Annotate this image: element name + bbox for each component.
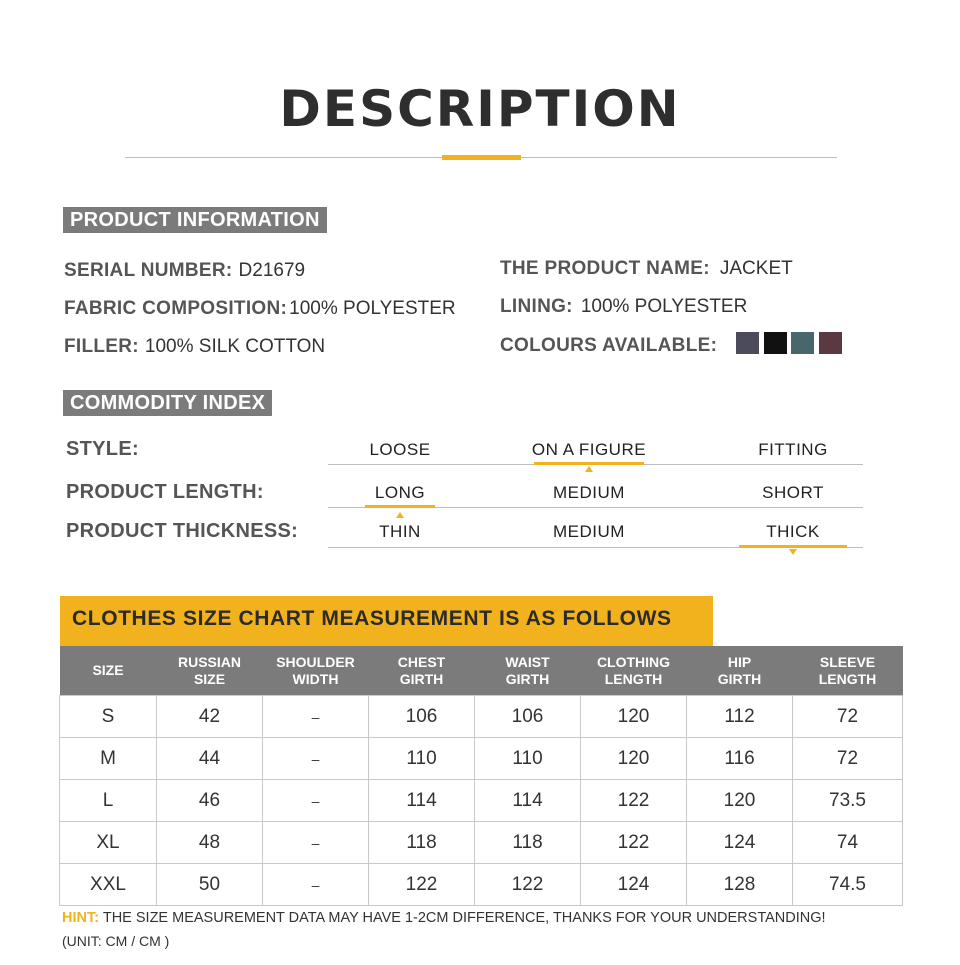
- fabric-composition-value: 100% POLYESTER: [289, 298, 456, 319]
- fabric-composition-label: FABRIC COMPOSITION:: [64, 298, 288, 319]
- measurement-cell: 120: [687, 780, 793, 822]
- size-chart-table: [59, 646, 903, 906]
- measurement-cell: 50: [157, 864, 263, 906]
- column-header-line: RUSSIAN: [177, 653, 241, 670]
- measurement-cell: 110: [369, 738, 475, 780]
- serial-number-row: [64, 260, 305, 282]
- column-header-line: GIRTH: [717, 670, 762, 687]
- selected-option-pointer-icon: [396, 512, 404, 518]
- size-chart-column-header: [369, 646, 475, 696]
- table-row: [60, 738, 903, 780]
- hint-note: [62, 910, 826, 926]
- colour-swatch: [736, 332, 759, 354]
- index-option: THIN: [379, 522, 421, 541]
- column-header-line: SHOULDER: [276, 653, 355, 670]
- colours-row: [500, 335, 717, 357]
- size-chart-column-header: [157, 646, 263, 696]
- measurement-cell: 73.5: [793, 780, 903, 822]
- size-chart-column-header: [475, 646, 581, 696]
- measurement-cell: 120: [581, 738, 687, 780]
- lining-label: LINING:: [500, 296, 573, 317]
- measurement-cell: 118: [369, 822, 475, 864]
- table-row: [60, 696, 903, 738]
- size-chart-column-header: [263, 646, 369, 696]
- fabric-composition-row: [64, 298, 456, 320]
- hint-label: HINT:: [62, 910, 100, 926]
- serial-number-value: D21679: [238, 260, 306, 281]
- selected-option-pointer-icon: [585, 466, 593, 472]
- size-cell: XXL: [60, 864, 157, 906]
- hint-text: THE SIZE MEASUREMENT DATA MAY HAVE 1-2CM DIFFERENCE, THANKS FOR YOUR UNDERSTANDING!: [102, 910, 826, 926]
- selected-option-pointer-icon: [789, 549, 797, 555]
- size-cell: XL: [60, 822, 157, 864]
- column-header-line: HIP: [727, 653, 752, 670]
- product-name-value: JACKET: [719, 258, 793, 279]
- colours-label: COLOURS AVAILABLE:: [500, 335, 718, 356]
- unit-note: (UNIT: CM / CM ): [62, 933, 170, 949]
- index-option: SHORT: [762, 483, 824, 502]
- index-option: LONG: [374, 483, 426, 502]
- selected-option-underline: [365, 505, 435, 508]
- measurement-cell: –: [263, 780, 369, 822]
- size-cell: S: [60, 696, 157, 738]
- table-row: [60, 864, 903, 906]
- index-row-label: STYLE:: [66, 438, 139, 460]
- page-title: DESCRIPTION: [279, 80, 681, 138]
- filler-row: [64, 336, 325, 358]
- product-information-tag: PRODUCT INFORMATION: [63, 207, 327, 233]
- measurement-cell: 122: [581, 780, 687, 822]
- column-header-line: SLEEVE: [819, 653, 876, 670]
- size-chart-column-header: [793, 646, 903, 696]
- measurement-cell: 112: [687, 696, 793, 738]
- measurement-cell: 106: [369, 696, 475, 738]
- lining-value: 100% POLYESTER: [580, 296, 748, 317]
- size-chart-banner: [60, 596, 713, 646]
- filler-value: 100% SILK COTTON: [144, 336, 326, 357]
- measurement-cell: 44: [157, 738, 263, 780]
- index-option: MEDIUM: [553, 522, 625, 541]
- colour-swatch: [819, 332, 842, 354]
- measurement-cell: –: [263, 864, 369, 906]
- measurement-cell: 124: [687, 822, 793, 864]
- measurement-cell: 120: [581, 696, 687, 738]
- measurement-cell: –: [263, 738, 369, 780]
- index-option: LOOSE: [369, 440, 431, 459]
- measurement-cell: 74.5: [793, 864, 903, 906]
- column-header-line: GIRTH: [505, 670, 550, 687]
- index-option: FITTING: [758, 440, 828, 459]
- measurement-cell: 110: [475, 738, 581, 780]
- size-chart-column-header: [581, 646, 687, 696]
- measurement-cell: –: [263, 822, 369, 864]
- index-option: MEDIUM: [553, 483, 625, 502]
- index-option: ON A FIGURE: [531, 440, 647, 459]
- commodity-index-tag: COMMODITY INDEX: [63, 390, 272, 416]
- product-name-label: THE PRODUCT NAME:: [500, 258, 710, 279]
- title-accent-bar: [442, 155, 521, 160]
- measurement-cell: 106: [475, 696, 581, 738]
- column-header-line: CLOTHING: [596, 653, 671, 670]
- measurement-cell: 128: [687, 864, 793, 906]
- serial-number-label: SERIAL NUMBER:: [64, 260, 233, 281]
- measurement-cell: 72: [793, 738, 903, 780]
- table-row: [60, 822, 903, 864]
- measurement-cell: 72: [793, 696, 903, 738]
- size-chart-column-header: [687, 646, 793, 696]
- column-header-line: GIRTH: [399, 670, 444, 687]
- size-cell: L: [60, 780, 157, 822]
- lining-row: [500, 296, 747, 318]
- product-name-row: [500, 258, 793, 280]
- measurement-cell: 42: [157, 696, 263, 738]
- measurement-cell: 122: [369, 864, 475, 906]
- size-chart-title: CLOTHES SIZE CHART MEASUREMENT IS AS FOLLOWS: [72, 607, 672, 630]
- measurement-cell: 74: [793, 822, 903, 864]
- measurement-cell: 114: [369, 780, 475, 822]
- column-header-line: SIZE: [92, 662, 124, 678]
- colour-swatch: [791, 332, 814, 354]
- measurement-cell: 116: [687, 738, 793, 780]
- column-header-line: LENGTH: [604, 670, 663, 687]
- measurement-cell: 122: [581, 822, 687, 864]
- measurement-cell: –: [263, 696, 369, 738]
- index-option: THICK: [766, 522, 820, 541]
- selected-option-underline: [534, 462, 644, 465]
- measurement-cell: 122: [475, 864, 581, 906]
- column-header-line: LENGTH: [818, 670, 877, 687]
- selected-option-underline: [739, 545, 847, 548]
- colour-swatch: [764, 332, 787, 354]
- column-header-line: SIZE: [193, 670, 226, 687]
- measurement-cell: 48: [157, 822, 263, 864]
- index-row-label: PRODUCT THICKNESS:: [66, 520, 299, 542]
- measurement-cell: 124: [581, 864, 687, 906]
- measurement-cell: 118: [475, 822, 581, 864]
- size-cell: M: [60, 738, 157, 780]
- measurement-cell: 114: [475, 780, 581, 822]
- column-header-line: WAIST: [505, 653, 550, 670]
- column-header-line: CHEST: [397, 653, 446, 670]
- column-header-line: WIDTH: [292, 670, 339, 687]
- measurement-cell: 46: [157, 780, 263, 822]
- filler-label: FILLER:: [64, 336, 139, 357]
- size-chart-header-row: [60, 646, 903, 696]
- table-row: [60, 780, 903, 822]
- size-chart-column-header: [60, 646, 157, 696]
- index-row-label: PRODUCT LENGTH:: [66, 481, 264, 503]
